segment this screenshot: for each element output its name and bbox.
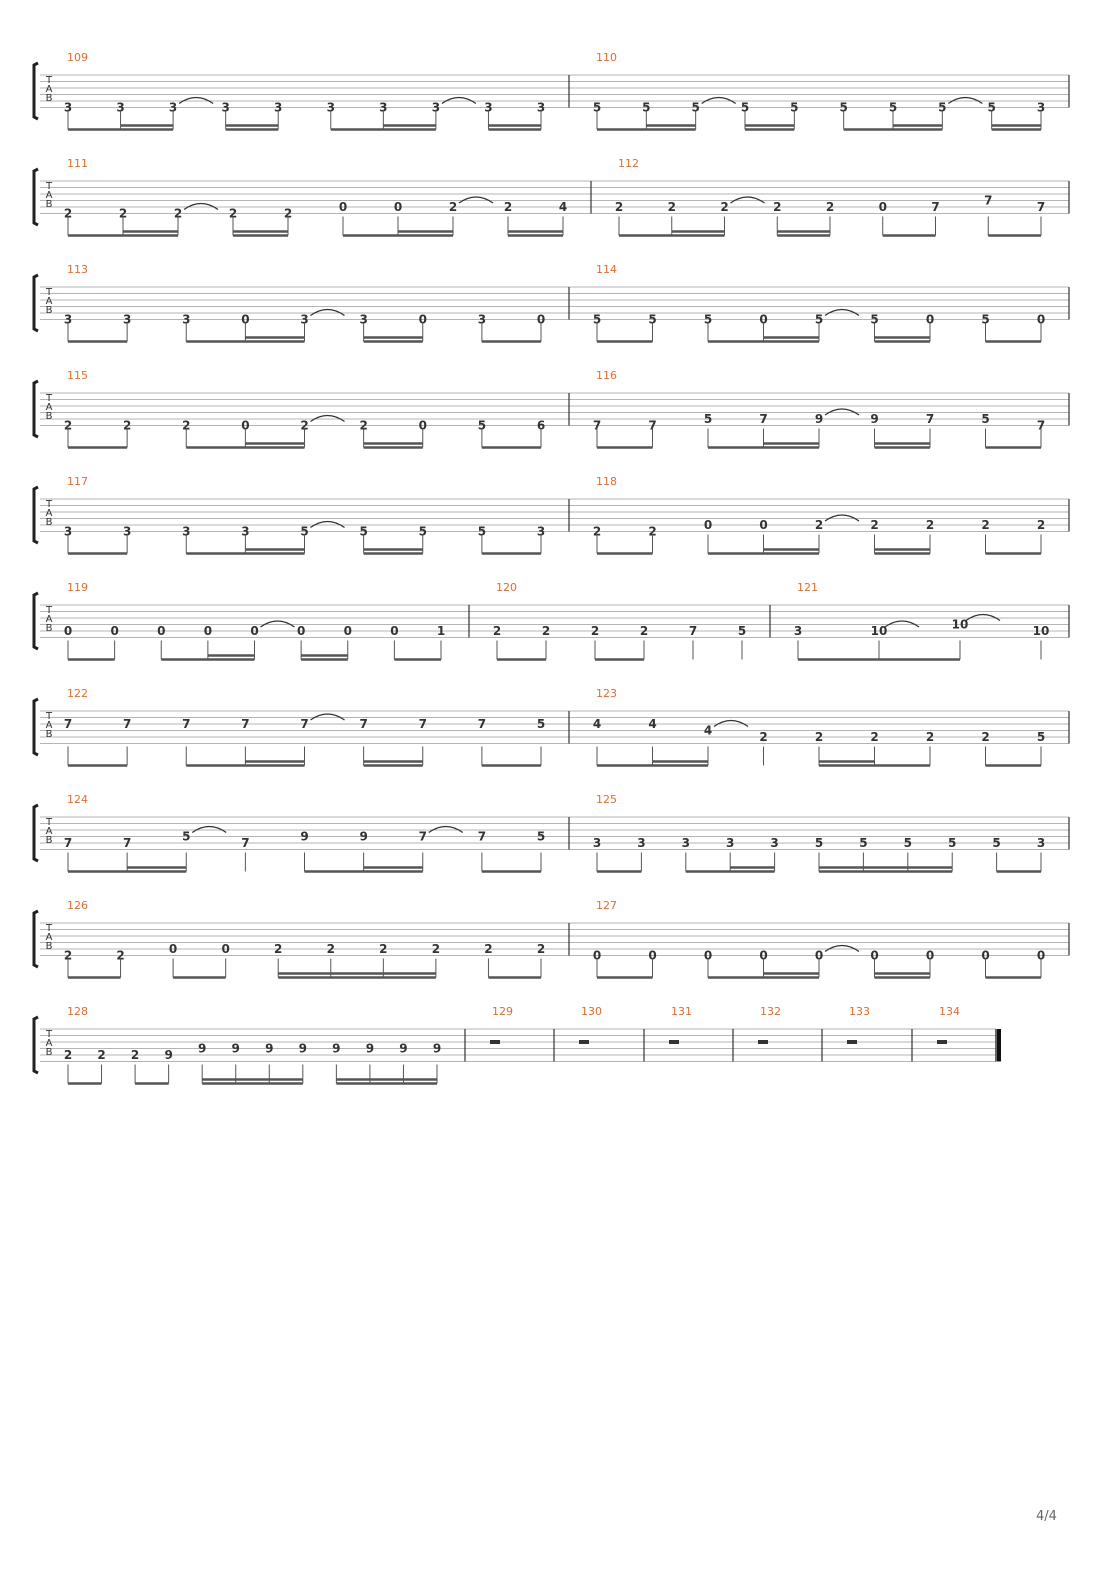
fret-number: 2 bbox=[431, 942, 441, 956]
fret-number: 9 bbox=[432, 1041, 442, 1056]
system-bracket bbox=[34, 699, 38, 755]
fret-number: 2 bbox=[925, 518, 935, 532]
fret-number: 7 bbox=[688, 624, 698, 638]
fret-number: 2 bbox=[639, 624, 649, 638]
fret-number: 3 bbox=[326, 100, 335, 115]
fret-number: 0 bbox=[703, 948, 713, 963]
fret-number: 3 bbox=[63, 100, 73, 115]
fret-number: 5 bbox=[903, 836, 912, 850]
fret-number: 0 bbox=[157, 624, 166, 638]
measure-number: 110 bbox=[596, 51, 617, 64]
measure bbox=[593, 475, 1045, 554]
fret-number: 7 bbox=[925, 412, 935, 426]
fret-number: 5 bbox=[592, 100, 602, 115]
fret-number: 5 bbox=[814, 312, 824, 327]
fret-number: 2 bbox=[503, 200, 513, 214]
fret-number: 0 bbox=[759, 948, 768, 963]
fret-number: 0 bbox=[343, 624, 352, 638]
fret-number: 9 bbox=[300, 829, 309, 844]
fret-number: 3 bbox=[637, 836, 646, 850]
measure bbox=[490, 1005, 513, 1044]
system-bracket bbox=[34, 593, 38, 649]
measure-number: 113 bbox=[67, 263, 88, 276]
measure bbox=[937, 1005, 1001, 1062]
fret-number: 7 bbox=[592, 418, 602, 433]
tab-clef-letter: B bbox=[45, 517, 53, 528]
fret-number: 9 bbox=[298, 1041, 307, 1056]
fret-number: 2 bbox=[1036, 518, 1046, 532]
fret-number: 2 bbox=[814, 518, 824, 532]
fret-number: 5 bbox=[888, 100, 898, 115]
fret-number: 5 bbox=[536, 829, 546, 844]
fret-number: 9 bbox=[365, 1041, 375, 1056]
fret-number: 5 bbox=[987, 100, 996, 115]
fret-number: 7 bbox=[1036, 200, 1046, 214]
measure bbox=[64, 581, 445, 660]
fret-number: 7 bbox=[477, 829, 487, 844]
measure bbox=[758, 1005, 781, 1044]
fret-number: 1 bbox=[436, 624, 446, 638]
measure-number: 131 bbox=[671, 1005, 692, 1018]
fret-number: 5 bbox=[536, 717, 546, 731]
fret-number: 2 bbox=[448, 200, 458, 214]
fret-number: 9 bbox=[332, 1041, 341, 1056]
tab-clef-letter: B bbox=[45, 1047, 53, 1058]
tab-clef-letter: T bbox=[45, 75, 53, 86]
fret-number: 5 bbox=[981, 412, 990, 426]
fret-number: 5 bbox=[992, 836, 1001, 850]
fret-number: 0 bbox=[648, 948, 657, 963]
fret-number: 3 bbox=[536, 524, 546, 539]
fret-number: 7 bbox=[418, 829, 427, 844]
fret-number: 3 bbox=[770, 836, 779, 850]
fret-number: 9 bbox=[164, 1048, 173, 1062]
tab-clef-letter: A bbox=[45, 1038, 53, 1049]
measure bbox=[593, 263, 1045, 342]
measure bbox=[579, 1005, 602, 1044]
fret-number: 9 bbox=[198, 1041, 207, 1056]
fret-number: 2 bbox=[759, 730, 768, 744]
fret-number: 0 bbox=[110, 624, 119, 638]
staff-system bbox=[34, 1005, 1001, 1084]
tab-clef-letter: A bbox=[45, 932, 53, 943]
fret-number: 2 bbox=[592, 524, 602, 539]
fret-number: 0 bbox=[703, 518, 713, 532]
fret-number: 0 bbox=[1036, 312, 1046, 327]
fret-number: 3 bbox=[116, 100, 125, 115]
system-bracket bbox=[34, 275, 38, 331]
measure-number: 134 bbox=[939, 1005, 960, 1018]
measure bbox=[593, 899, 1045, 978]
fret-number: 3 bbox=[681, 836, 690, 850]
tab-clef-letter: B bbox=[45, 835, 53, 846]
tab-clef-letter: B bbox=[45, 93, 53, 104]
fret-number: 0 bbox=[63, 624, 73, 638]
measure-number: 122 bbox=[67, 687, 88, 700]
measure-number: 116 bbox=[596, 369, 617, 382]
fret-number: 0 bbox=[221, 942, 230, 956]
system-bracket bbox=[34, 911, 38, 967]
fret-number: 5 bbox=[981, 312, 990, 327]
fret-number: 2 bbox=[492, 624, 502, 638]
fret-number: 7 bbox=[359, 717, 368, 731]
measure-number: 124 bbox=[67, 793, 88, 806]
fret-number: 5 bbox=[839, 100, 848, 115]
page-number: 4/4 bbox=[1036, 1509, 1057, 1524]
fret-number: 2 bbox=[283, 206, 293, 221]
fret-number: 0 bbox=[814, 948, 824, 963]
fret-number: 5 bbox=[359, 524, 368, 539]
tab-clef-letter: A bbox=[45, 508, 53, 519]
fret-number: 9 bbox=[231, 1041, 240, 1056]
fret-number: 9 bbox=[399, 1041, 408, 1056]
fret-number: 2 bbox=[981, 730, 990, 744]
fret-number: 7 bbox=[63, 717, 73, 731]
measure bbox=[64, 263, 545, 342]
whole-rest bbox=[669, 1040, 679, 1044]
fret-number: 3 bbox=[182, 524, 191, 539]
fret-number: 5 bbox=[859, 836, 868, 850]
fret-number: 0 bbox=[925, 312, 935, 327]
fret-number: 2 bbox=[97, 1048, 106, 1062]
tab-clef-letter: B bbox=[45, 199, 53, 210]
staff-system bbox=[34, 687, 1069, 766]
whole-rest bbox=[490, 1040, 500, 1044]
system-bracket bbox=[34, 1017, 38, 1073]
fret-number: 3 bbox=[63, 524, 73, 539]
fret-number: 4 bbox=[558, 200, 568, 214]
fret-number: 3 bbox=[274, 100, 283, 115]
staff-system bbox=[34, 475, 1069, 554]
fret-number: 0 bbox=[393, 200, 403, 214]
measure bbox=[593, 369, 1045, 448]
fret-number: 2 bbox=[379, 942, 388, 956]
measure-number: 112 bbox=[618, 157, 639, 170]
fret-number: 3 bbox=[63, 312, 73, 327]
fret-number: 0 bbox=[418, 312, 427, 327]
staff-system bbox=[34, 157, 1069, 236]
system-bracket bbox=[34, 63, 38, 119]
staff-system bbox=[34, 793, 1069, 872]
measure-number: 117 bbox=[67, 475, 88, 488]
fret-number: 9 bbox=[265, 1041, 274, 1056]
fret-number: 0 bbox=[241, 418, 250, 433]
tab-clef-letter: A bbox=[45, 296, 53, 307]
tab-clef-letter: B bbox=[45, 729, 53, 740]
tab-clef-letter: A bbox=[45, 402, 53, 413]
tab-clef-letter: A bbox=[45, 84, 53, 95]
fret-number: 2 bbox=[541, 624, 551, 638]
fret-number: 5 bbox=[477, 524, 487, 539]
measure-number: 129 bbox=[492, 1005, 513, 1018]
tab-clef-letter: T bbox=[45, 499, 53, 510]
measure-number: 125 bbox=[596, 793, 617, 806]
measure bbox=[64, 687, 545, 766]
tab-clef-letter: T bbox=[45, 711, 53, 722]
tab-clef-letter: A bbox=[45, 720, 53, 731]
fret-number: 0 bbox=[1036, 948, 1046, 963]
staff-system bbox=[34, 263, 1069, 342]
measure-number: 121 bbox=[797, 581, 818, 594]
fret-number: 9 bbox=[359, 829, 368, 844]
fret-number: 2 bbox=[118, 206, 128, 221]
fret-number: 2 bbox=[63, 948, 73, 963]
fret-number: 3 bbox=[793, 624, 803, 638]
fret-number: 2 bbox=[300, 418, 309, 433]
tab-clef-letter: A bbox=[45, 826, 53, 837]
measure-number: 133 bbox=[849, 1005, 870, 1018]
fret-number: 2 bbox=[773, 200, 782, 214]
fret-number: 0 bbox=[981, 948, 990, 963]
fret-number: 7 bbox=[931, 200, 940, 214]
measure-number: 127 bbox=[596, 899, 617, 912]
fret-number: 3 bbox=[1036, 100, 1046, 115]
fret-number: 7 bbox=[759, 412, 768, 426]
fret-number: 5 bbox=[703, 412, 713, 426]
fret-number: 3 bbox=[477, 312, 487, 327]
fret-number: 2 bbox=[359, 418, 368, 433]
tab-clef-letter: T bbox=[45, 393, 53, 404]
fret-number: 5 bbox=[592, 312, 602, 327]
fret-number: 2 bbox=[614, 200, 624, 214]
fret-number: 2 bbox=[536, 942, 546, 956]
fret-number: 7 bbox=[1036, 418, 1046, 433]
whole-rest bbox=[847, 1040, 857, 1044]
measure-number: 132 bbox=[760, 1005, 781, 1018]
fret-number: 3 bbox=[359, 312, 368, 327]
fret-number: 10 bbox=[870, 624, 888, 638]
measure bbox=[847, 1005, 870, 1044]
fret-number: 0 bbox=[759, 312, 768, 327]
fret-number: 7 bbox=[122, 836, 132, 850]
fret-number: 4 bbox=[703, 723, 713, 738]
tab-clef-letter: T bbox=[45, 287, 53, 298]
fret-number: 3 bbox=[379, 100, 388, 115]
fret-number: 7 bbox=[241, 717, 250, 731]
fret-number: 2 bbox=[130, 1048, 140, 1062]
tab-clef-letter: A bbox=[45, 614, 53, 625]
fret-number: 4 bbox=[648, 717, 657, 731]
fret-number: 9 bbox=[814, 412, 824, 426]
fret-number: 10 bbox=[1032, 624, 1050, 638]
fret-number: 3 bbox=[1036, 836, 1046, 850]
measure-number: 109 bbox=[67, 51, 88, 64]
measure bbox=[64, 475, 545, 554]
fret-number: 0 bbox=[296, 624, 306, 638]
tab-clef-letter: B bbox=[45, 623, 53, 634]
fret-number: 2 bbox=[870, 518, 879, 532]
measure-number: 128 bbox=[67, 1005, 88, 1018]
final-barline-thick bbox=[997, 1029, 1001, 1062]
measure bbox=[794, 581, 1050, 660]
fret-number: 10 bbox=[951, 617, 969, 632]
measure bbox=[64, 157, 567, 236]
fret-number: 0 bbox=[418, 418, 427, 433]
fret-number: 3 bbox=[592, 836, 602, 850]
fret-number: 5 bbox=[814, 836, 824, 850]
measure-number: 130 bbox=[581, 1005, 602, 1018]
fret-number: 2 bbox=[720, 200, 729, 214]
staff-system bbox=[34, 581, 1069, 660]
fret-number: 7 bbox=[984, 193, 993, 208]
tab-clef-letter: B bbox=[45, 411, 53, 422]
measure bbox=[493, 581, 746, 660]
tab-clef-letter: B bbox=[45, 941, 53, 952]
fret-number: 3 bbox=[168, 100, 178, 115]
system-bracket bbox=[34, 805, 38, 861]
fret-number: 2 bbox=[870, 730, 879, 744]
fret-number: 2 bbox=[116, 948, 125, 963]
fret-number: 3 bbox=[431, 100, 441, 115]
fret-number: 0 bbox=[592, 948, 602, 963]
tab-clef-letter: T bbox=[45, 1029, 53, 1040]
measure-number: 126 bbox=[67, 899, 88, 912]
measure bbox=[64, 51, 545, 130]
measure-number: 115 bbox=[67, 369, 88, 382]
fret-number: 4 bbox=[592, 717, 602, 731]
fret-number: 7 bbox=[477, 717, 487, 731]
fret-number: 3 bbox=[536, 100, 546, 115]
fret-number: 5 bbox=[642, 100, 651, 115]
staff-system bbox=[34, 51, 1069, 130]
fret-number: 7 bbox=[241, 836, 250, 850]
fret-number: 9 bbox=[870, 412, 879, 426]
fret-number: 2 bbox=[484, 942, 493, 956]
fret-number: 3 bbox=[241, 524, 250, 539]
fret-number: 5 bbox=[477, 418, 487, 433]
fret-number: 0 bbox=[250, 624, 259, 638]
measure bbox=[64, 1005, 441, 1084]
fret-number: 5 bbox=[648, 312, 657, 327]
fret-number: 2 bbox=[590, 624, 600, 638]
fret-number: 7 bbox=[63, 836, 73, 850]
fret-number: 7 bbox=[300, 717, 309, 731]
measure-number: 120 bbox=[496, 581, 517, 594]
fret-number: 3 bbox=[122, 312, 132, 327]
measure-number: 119 bbox=[67, 581, 88, 594]
whole-rest bbox=[937, 1040, 947, 1044]
fret-number: 2 bbox=[274, 942, 283, 956]
fret-number: 7 bbox=[122, 717, 132, 731]
fret-number: 5 bbox=[737, 624, 747, 638]
fret-number: 0 bbox=[168, 942, 178, 956]
tab-clef-letter: T bbox=[45, 605, 53, 616]
fret-number: 5 bbox=[182, 829, 191, 844]
fret-number: 5 bbox=[790, 100, 799, 115]
fret-number: 7 bbox=[182, 717, 191, 731]
tab-clef-letter: T bbox=[45, 181, 53, 192]
fret-number: 0 bbox=[536, 312, 546, 327]
fret-number: 0 bbox=[203, 624, 213, 638]
measure-number: 111 bbox=[67, 157, 88, 170]
measure bbox=[615, 157, 1045, 236]
fret-number: 2 bbox=[63, 206, 73, 221]
measure bbox=[64, 899, 545, 978]
system-bracket bbox=[34, 381, 38, 437]
system-bracket bbox=[34, 487, 38, 543]
measure bbox=[64, 369, 545, 448]
whole-rest bbox=[579, 1040, 589, 1044]
fret-number: 5 bbox=[703, 312, 713, 327]
measure-number: 123 bbox=[596, 687, 617, 700]
fret-number: 3 bbox=[221, 100, 230, 115]
fret-number: 2 bbox=[825, 200, 835, 214]
tab-clef-letter: T bbox=[45, 923, 53, 934]
fret-number: 3 bbox=[300, 312, 309, 327]
fret-number: 2 bbox=[122, 418, 132, 433]
fret-number: 2 bbox=[63, 418, 73, 433]
fret-number: 5 bbox=[948, 836, 957, 850]
fret-number: 3 bbox=[484, 100, 493, 115]
measure bbox=[593, 793, 1045, 872]
fret-number: 5 bbox=[300, 524, 309, 539]
fret-number: 0 bbox=[925, 948, 935, 963]
tab-clef-letter: A bbox=[45, 190, 53, 201]
fret-number: 5 bbox=[870, 312, 879, 327]
fret-number: 6 bbox=[536, 418, 546, 433]
fret-number: 0 bbox=[241, 312, 250, 327]
fret-number: 0 bbox=[870, 948, 879, 963]
tab-clef-letter: B bbox=[45, 305, 53, 316]
fret-number: 5 bbox=[740, 100, 750, 115]
fret-number: 2 bbox=[667, 200, 676, 214]
fret-number: 2 bbox=[814, 730, 824, 744]
fret-number: 2 bbox=[326, 942, 335, 956]
measure bbox=[593, 687, 1045, 766]
fret-number: 3 bbox=[122, 524, 132, 539]
fret-number: 2 bbox=[182, 418, 191, 433]
fret-number: 2 bbox=[981, 518, 990, 532]
fret-number: 0 bbox=[759, 518, 768, 532]
staff-system bbox=[34, 369, 1069, 448]
measure-number: 118 bbox=[596, 475, 617, 488]
whole-rest bbox=[758, 1040, 768, 1044]
fret-number: 5 bbox=[691, 100, 700, 115]
fret-number: 2 bbox=[648, 524, 657, 539]
fret-number: 2 bbox=[925, 730, 935, 744]
staff-system bbox=[34, 899, 1069, 978]
fret-number: 5 bbox=[938, 100, 947, 115]
fret-number: 0 bbox=[338, 200, 348, 214]
fret-number: 0 bbox=[390, 624, 399, 638]
tab-clef-letter: T bbox=[45, 817, 53, 828]
fret-number: 2 bbox=[173, 206, 183, 221]
fret-number: 2 bbox=[228, 206, 238, 221]
fret-number: 2 bbox=[63, 1048, 73, 1062]
fret-number: 5 bbox=[1036, 730, 1046, 744]
measure-number: 114 bbox=[596, 263, 617, 276]
fret-number: 7 bbox=[418, 717, 427, 731]
fret-number: 3 bbox=[182, 312, 191, 327]
measure bbox=[593, 51, 1045, 130]
fret-number: 5 bbox=[418, 524, 427, 539]
system-bracket bbox=[34, 169, 38, 225]
fret-number: 0 bbox=[878, 200, 887, 214]
measure bbox=[64, 793, 545, 872]
fret-number: 3 bbox=[726, 836, 735, 850]
fret-number: 7 bbox=[648, 418, 657, 433]
measure bbox=[669, 1005, 692, 1044]
